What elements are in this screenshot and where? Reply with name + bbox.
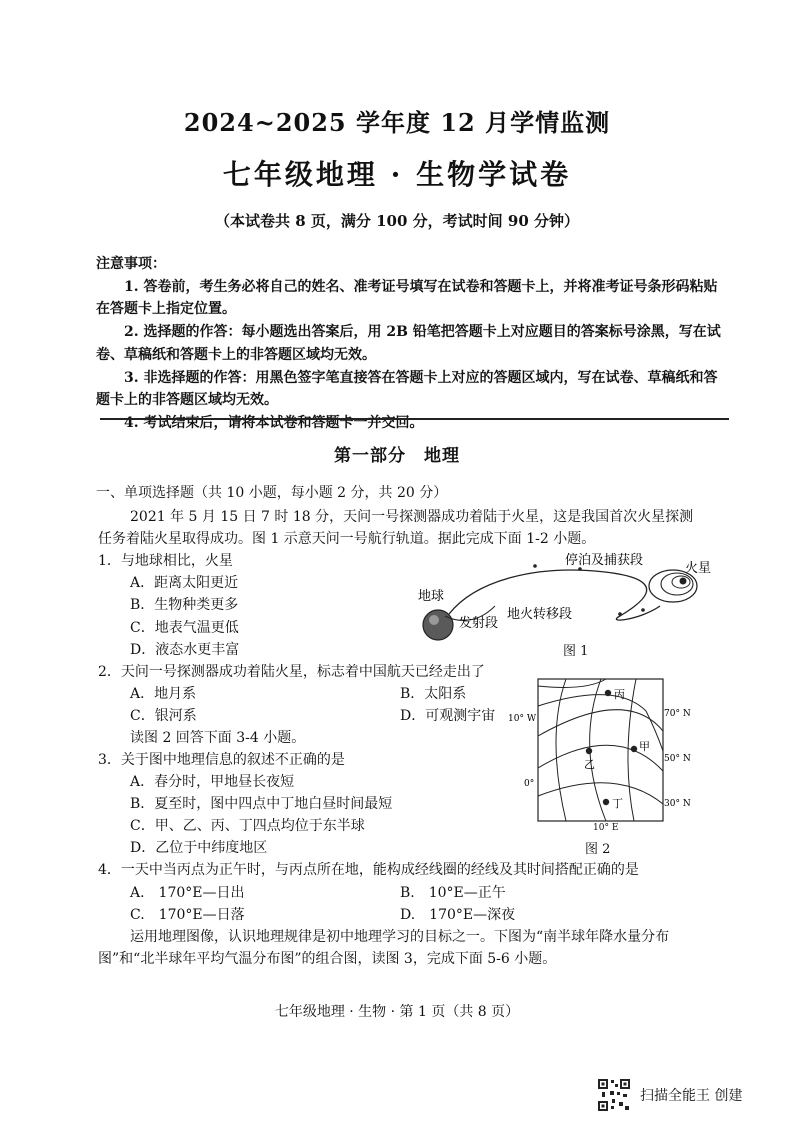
option-c: C. 170°E—日落 bbox=[130, 907, 245, 923]
label-70n: 70° N bbox=[664, 709, 691, 719]
intro-text: 2021 年 5 月 15 日 7 时 18 分，天问一号探测器成功着陆于火星，这是我国首次火星探测 bbox=[130, 509, 694, 525]
option-a: A．距离太阳更近 bbox=[130, 575, 239, 591]
option-a: A. 170°E—日出 bbox=[130, 885, 245, 901]
notes-item: 2. 选择题的作答：每小题选出答案后，用 2B 铅笔把答题卡上对应题目的答案标号涂黑，写在试卷、草稿纸和答题卡上的非答题区域均无效。 bbox=[96, 324, 721, 363]
page-footer: 七年级地理 · 生物 · 第 1 页（共 8 页） bbox=[274, 1004, 520, 1020]
watermark-text: 扫描全能王 创建 bbox=[640, 1088, 743, 1104]
read-instruction: 读图 2 回答下面 3-4 小题。 bbox=[130, 730, 306, 746]
question-stem: 2．天问一号探测器成功着陆火星，标志着中国航天已经走出了 bbox=[98, 664, 485, 680]
point-ding bbox=[603, 799, 609, 805]
label-10w: 10° W bbox=[508, 714, 537, 724]
notes-heading: 注意事项： bbox=[96, 256, 166, 272]
label-30n: 30° N bbox=[664, 799, 691, 809]
qr-code-icon bbox=[597, 1078, 631, 1112]
figure2-map bbox=[506, 676, 696, 826]
section-title: 第一部分 地理 bbox=[334, 446, 460, 466]
point-yi bbox=[586, 748, 592, 754]
option-d: D．可观测宇宙 bbox=[400, 708, 496, 724]
option-a: A．春分时，甲地昼长夜短 bbox=[130, 774, 295, 790]
notes-item: 4. 考试结束后，请将本试卷和答题卡一并交回。 bbox=[124, 414, 424, 431]
notes-item: 3. 非选择题的作答：用黑色签字笔直接答在答题卡上对应的答题区域内，写在试卷、草稿纸和答题卡上的非答题区域均无效。 bbox=[96, 369, 718, 409]
option-a: A．地月系 bbox=[130, 686, 197, 702]
option-c: C．银河系 bbox=[130, 708, 197, 724]
label-yi: 乙 bbox=[584, 758, 595, 771]
point-jia bbox=[631, 746, 637, 752]
question-stem: 4．一天中当丙点为正午时，与丙点所在地，能构成经线圈的经线及其时间搭配正确的是 bbox=[98, 862, 639, 878]
label-lat0: 0° bbox=[524, 779, 535, 789]
earth-icon bbox=[423, 610, 453, 640]
option-b: B．生物种类更多 bbox=[130, 597, 239, 613]
label-50n: 50° N bbox=[664, 754, 691, 764]
question-stem: 3．关于图中地理信息的叙述不正确的是 bbox=[98, 752, 345, 768]
option-b: B．夏至时，图中四点中丁地白昼时间最短 bbox=[130, 796, 393, 812]
option-c: C．甲、乙、丙、丁四点均位于东半球 bbox=[130, 818, 365, 834]
figure1-caption: 图 1 bbox=[563, 644, 589, 659]
label-jia: 甲 bbox=[639, 740, 650, 753]
intro-text: 任务着陆火星取得成功。图 1 示意天问一号航行轨道。据此完成下面 1-2 小题。 bbox=[98, 531, 596, 547]
question-stem: 1．与地球相比，火星 bbox=[98, 553, 233, 569]
launch-label: 发射段 bbox=[459, 616, 499, 631]
mars-label: 火星 bbox=[685, 561, 712, 576]
exam-subtitle: 七年级地理 · 生物学试卷 bbox=[222, 158, 572, 191]
transfer-label: 地火转移段 bbox=[507, 607, 573, 622]
point-bing bbox=[605, 690, 611, 696]
part-heading: 一、单项选择题（共 10 小题，每小题 2 分，共 20 分） bbox=[96, 485, 448, 501]
option-b: B. 10°E—正午 bbox=[400, 885, 506, 901]
notes-block bbox=[96, 253, 728, 435]
option-b: B．太阳系 bbox=[400, 686, 467, 702]
notes-item: 1. 答卷前，考生务必将自己的姓名、准考证号填写在试卷和答题卡上，并将准考证号条形码粘贴在答题卡上指定位置。 bbox=[96, 278, 718, 318]
passage-text: 运用地理图像，认识地理规律是初中地理学习的目标之一。下图为“南半球年降水量分布 bbox=[130, 929, 670, 945]
label-10e: 10° E bbox=[593, 823, 619, 833]
passage-text: 图”和“北半球年平均气温分布图”的组合图，读图 3，完成下面 5-6 小题。 bbox=[98, 951, 557, 967]
label-bing: 丙 bbox=[614, 688, 625, 701]
exam-info: （本试卷共 8 页，满分 100 分，考试时间 90 分钟） bbox=[215, 212, 579, 230]
parking-label: 停泊及捕获段 bbox=[565, 553, 644, 568]
option-d: D．液态水更丰富 bbox=[130, 642, 240, 658]
mars-icon bbox=[680, 578, 687, 585]
option-c: C．地表气温更低 bbox=[130, 620, 239, 636]
exam-title: 2024~2025 学年度 12 月学情监测 bbox=[183, 108, 611, 137]
earth-label: 地球 bbox=[418, 589, 445, 604]
option-d: D. 170°E—深夜 bbox=[400, 907, 516, 923]
divider bbox=[100, 418, 729, 420]
label-ding: 丁 bbox=[612, 797, 623, 810]
figure2-caption: 图 2 bbox=[585, 842, 611, 857]
option-d: D．乙位于中纬度地区 bbox=[130, 840, 268, 856]
